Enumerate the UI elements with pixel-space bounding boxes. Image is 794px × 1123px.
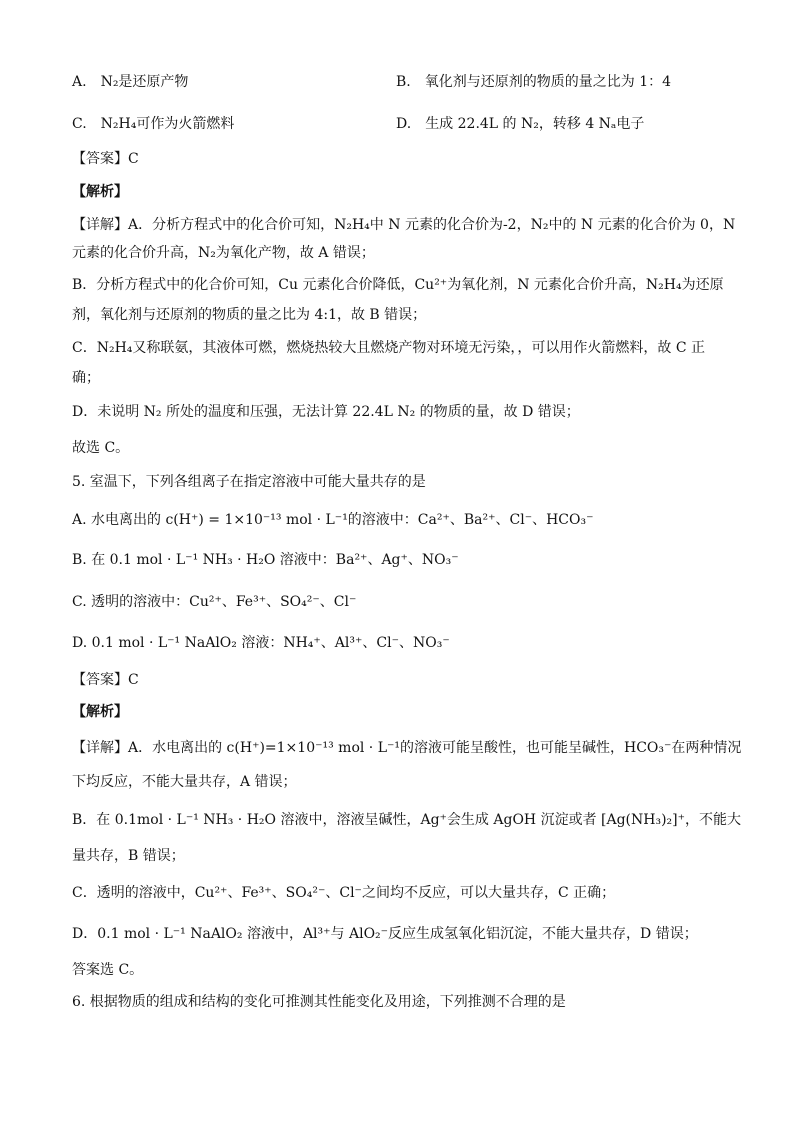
- q4-option-b: B. 氧化剂与还原剂的物质的量之比为 1：4: [396, 74, 672, 90]
- q4-conclusion: 故选 C。: [72, 440, 130, 456]
- q5-detail-line: 量共存，B 错误；: [72, 848, 185, 864]
- q5-detail-line: B．在 0.1mol · L⁻¹ NH₃ · H₂O 溶液中，溶液呈碱性，Ag⁺会生成 AgOH 沉淀或者 [Ag(NH₃)₂]⁺，不能大: [72, 812, 742, 828]
- q5-detail-line: 下均反应，不能大量共存，A 错误；: [72, 774, 297, 790]
- q4-detail-line: D．未说明 N₂ 所处的温度和压强，无法计算 22.4L N₂ 的物质的量，故 D 错误；: [72, 404, 580, 420]
- q5-detail-line: C．透明的溶液中，Cu²⁺、Fe³⁺、SO₄²⁻、Cl⁻之间均不反应，可以大量共存，C 正确；: [72, 885, 616, 901]
- q4-detail-line: 【详解】A．分析方程式中的化合价可知，N₂H₄中 N 元素的化合价为-2，N₂中的 N 元素的化合价为 0，N: [72, 217, 736, 233]
- q4-option-a: A. N₂是还原产物: [72, 74, 189, 90]
- q4-detail-line: 元素的化合价升高，N₂为氧化产物，故 A 错误；: [72, 245, 375, 261]
- q5-answer: 【答案】C: [72, 672, 139, 688]
- q4-option-c: C. N₂H₄可作为火箭燃料: [72, 116, 235, 132]
- q5-option-a: A. 水电离出的 c(H⁺) = 1×10⁻¹³ mol · L⁻¹的溶液中：Ca²⁺、Ba²⁺、Cl⁻、HCO₃⁻: [72, 512, 594, 528]
- q5-option-c: C. 透明的溶液中：Cu²⁺、Fe³⁺、SO₄²⁻、Cl⁻: [72, 594, 357, 610]
- q4-detail-line: 剂，氧化剂与还原剂的物质的量之比为 4:1，故 B 错误；: [72, 307, 427, 323]
- q4-detail-line: B．分析方程式中的化合价可知，Cu 元素化合价降低，Cu²⁺为氧化剂，N 元素化合价升高，N₂H₄为还原: [72, 277, 724, 293]
- q4-detail-line: 确；: [72, 370, 100, 386]
- q6-stem: 6. 根据物质的组成和结构的变化可推测其性能变化及用途，下列推测不合理的是: [72, 994, 566, 1010]
- q5-detail-line: D．0.1 mol · L⁻¹ NaAlO₂ 溶液中，Al³⁺与 AlO₂⁻反应生成氢氧化铝沉淀，不能大量共存，D 错误；: [72, 926, 698, 942]
- q5-conclusion: 答案选 C。: [72, 962, 144, 978]
- q4-option-d: D. 生成 22.4L 的 N₂，转移 4 Nₐ电子: [396, 116, 645, 132]
- q5-option-b: B. 在 0.1 mol · L⁻¹ NH₃ · H₂O 溶液中：Ba²⁺、Ag⁺、NO₃⁻: [72, 552, 459, 568]
- q5-option-d: D. 0.1 mol · L⁻¹ NaAlO₂ 溶液：NH₄⁺、Al³⁺、Cl⁻、NO₃⁻: [72, 635, 450, 651]
- q5-detail-line: 【详解】A．水电离出的 c(H⁺)=1×10⁻¹³ mol · L⁻¹的溶液可能呈酸性，也可能呈碱性，HCO₃⁻在两种情况: [72, 740, 742, 756]
- q4-analysis-heading: 【解析】: [72, 184, 128, 200]
- q5-stem: 5. 室温下，下列各组离子在指定溶液中可能大量共存的是: [72, 474, 426, 490]
- q4-answer: 【答案】C: [72, 151, 139, 167]
- q5-analysis-heading: 【解析】: [72, 704, 128, 720]
- q4-detail-line: C．N₂H₄又称联氨，其液体可燃，燃烧热较大且燃烧产物对环境无污染，，可以用作火箭燃料，故 C 正: [72, 340, 706, 356]
